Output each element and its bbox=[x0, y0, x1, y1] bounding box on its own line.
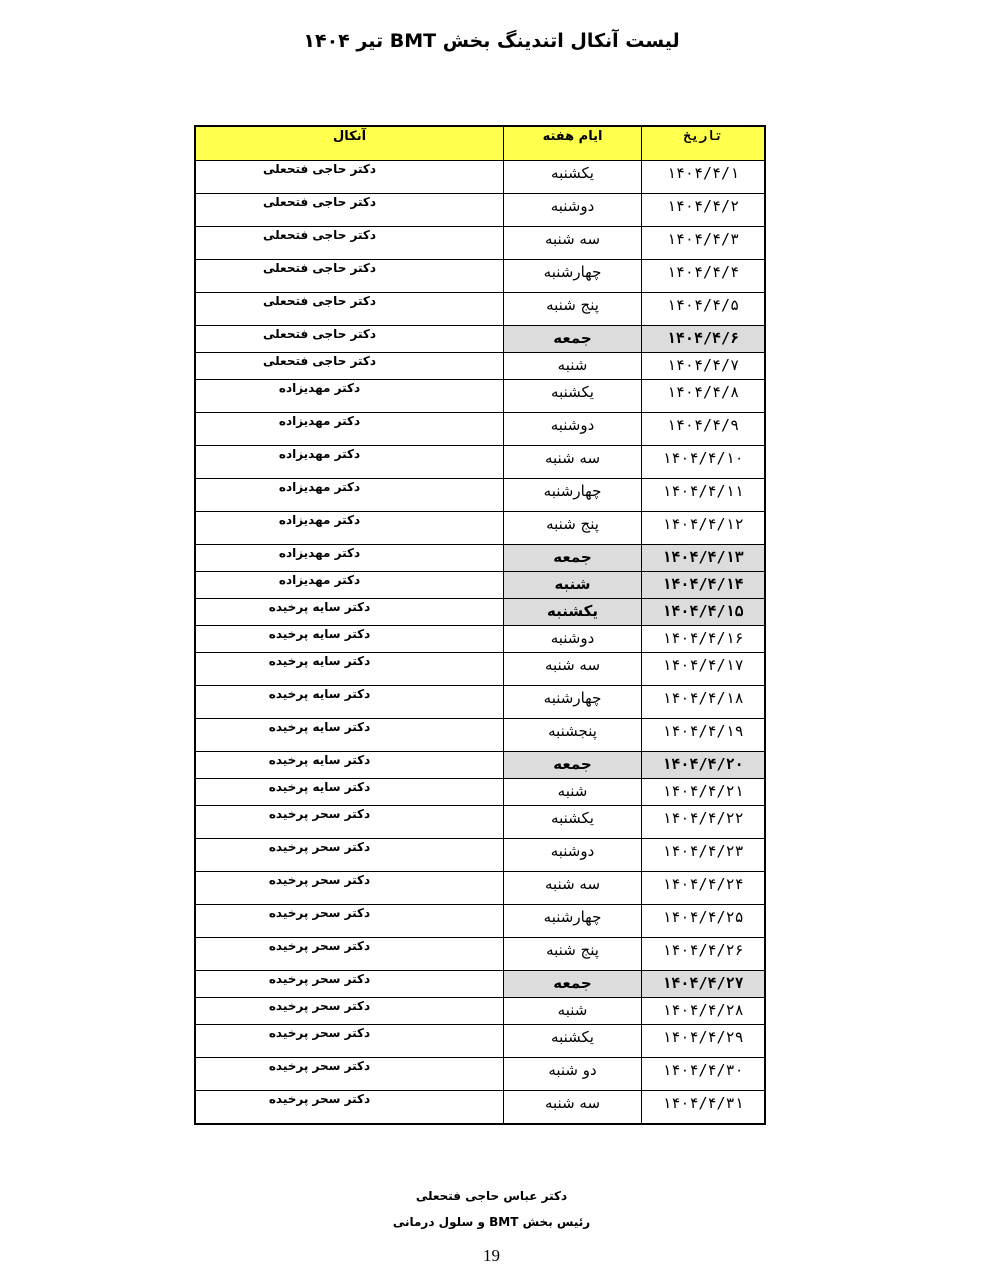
table-header-row bbox=[196, 127, 764, 160]
weekday-cell: یکشنبه bbox=[503, 806, 641, 838]
table-row bbox=[196, 1024, 764, 1057]
table-row bbox=[196, 718, 764, 751]
date-cell: ۱۴۰۴/۴/۹ bbox=[641, 413, 764, 445]
table-row bbox=[196, 937, 764, 970]
weekday-cell: دوشنبه bbox=[503, 626, 641, 652]
weekday-cell: چهارشنبه bbox=[503, 260, 641, 292]
date-cell: ۱۴۰۴/۴/۱۵ bbox=[641, 599, 764, 625]
date-cell: ۱۴۰۴/۴/۵ bbox=[641, 293, 764, 325]
header-weekday: ایام هفته bbox=[503, 127, 641, 160]
weekday-cell: یکشنبه bbox=[503, 380, 641, 412]
weekday-cell: پنجشنبه bbox=[503, 719, 641, 751]
weekday-cell: چهارشنبه bbox=[503, 479, 641, 511]
date-cell: ۱۴۰۴/۴/۱۱ bbox=[641, 479, 764, 511]
date-cell: ۱۴۰۴/۴/۱۲ bbox=[641, 512, 764, 544]
oncall-doctor-cell: دکتر مهدیزاده bbox=[278, 480, 361, 494]
date-cell: ۱۴۰۴/۴/۲۰ bbox=[641, 752, 764, 778]
table-row bbox=[196, 571, 764, 598]
date-cell: ۱۴۰۴/۴/۱۳ bbox=[641, 545, 764, 571]
oncall-doctor-cell: دکتر سحر پرخیده bbox=[268, 972, 371, 986]
weekday-cell: پنج شنبه bbox=[503, 512, 641, 544]
oncall-doctor-cell: دکتر حاجی فتحعلی bbox=[263, 294, 377, 308]
oncall-doctor-cell: دکتر مهدیزاده bbox=[278, 513, 361, 527]
date-cell: ۱۴۰۴/۴/۲۵ bbox=[641, 905, 764, 937]
oncall-doctor-cell: دکتر مهدیزاده bbox=[278, 414, 361, 428]
signature-position: رئیس بخش BMT و سلول درمانی bbox=[392, 1215, 591, 1229]
date-cell: ۱۴۰۴/۴/۳۰ bbox=[641, 1058, 764, 1090]
weekday-cell: سه شنبه bbox=[503, 872, 641, 904]
date-cell: ۱۴۰۴/۴/۲۷ bbox=[641, 971, 764, 997]
oncall-doctor-cell: دکتر سایه پرخیده bbox=[268, 627, 371, 641]
date-cell: ۱۴۰۴/۴/۲۶ bbox=[641, 938, 764, 970]
table-row bbox=[196, 193, 764, 226]
oncall-doctor-cell: دکتر سحر پرخیده bbox=[268, 1059, 371, 1073]
table-row bbox=[196, 778, 764, 805]
header-date: تاریخ bbox=[641, 127, 764, 160]
weekday-cell: شنبه bbox=[503, 353, 641, 379]
weekday-cell: جمعه bbox=[503, 326, 641, 352]
oncall-doctor-cell: دکتر سحر پرخیده bbox=[268, 999, 371, 1013]
date-cell: ۱۴۰۴/۴/۱۷ bbox=[641, 653, 764, 685]
table-row bbox=[196, 259, 764, 292]
weekday-cell: جمعه bbox=[503, 752, 641, 778]
table-row bbox=[196, 445, 764, 478]
weekday-cell: سه شنبه bbox=[503, 653, 641, 685]
date-cell: ۱۴۰۴/۴/۲۴ bbox=[641, 872, 764, 904]
oncall-doctor-cell: دکتر سایه پرخیده bbox=[268, 720, 371, 734]
weekday-cell: چهارشنبه bbox=[503, 686, 641, 718]
date-cell: ۱۴۰۴/۴/۳۱ bbox=[641, 1091, 764, 1123]
oncall-doctor-cell: دکتر مهدیزاده bbox=[278, 447, 361, 461]
weekday-cell: دوشنبه bbox=[503, 413, 641, 445]
weekday-cell: دو شنبه bbox=[503, 1058, 641, 1090]
oncall-doctor-cell: دکتر سحر پرخیده bbox=[268, 1092, 371, 1106]
weekday-cell: پنج شنبه bbox=[503, 293, 641, 325]
table-row bbox=[196, 325, 764, 352]
signature-name: دکتر عباس حاجی فتحعلی bbox=[415, 1189, 568, 1203]
weekday-cell: جمعه bbox=[503, 545, 641, 571]
table-row bbox=[196, 904, 764, 937]
page-title: لیست آنکال اتندینگ بخش BMT تیر ۱۴۰۴ bbox=[303, 30, 680, 52]
oncall-doctor-cell: دکتر حاجی فتحعلی bbox=[263, 195, 377, 209]
table-row bbox=[196, 997, 764, 1024]
table-row bbox=[196, 160, 764, 193]
table-row bbox=[196, 1057, 764, 1090]
oncall-doctor-cell: دکتر سحر پرخیده bbox=[268, 873, 371, 887]
oncall-doctor-cell: دکتر حاجی فتحعلی bbox=[263, 228, 377, 242]
weekday-cell: سه شنبه bbox=[503, 227, 641, 259]
table-row bbox=[196, 226, 764, 259]
date-cell: ۱۴۰۴/۴/۱۹ bbox=[641, 719, 764, 751]
table-row bbox=[196, 625, 764, 652]
date-cell: ۱۴۰۴/۴/۱۸ bbox=[641, 686, 764, 718]
oncall-doctor-cell: دکتر مهدیزاده bbox=[278, 381, 361, 395]
oncall-doctor-cell: دکتر حاجی فتحعلی bbox=[263, 327, 377, 341]
date-cell: ۱۴۰۴/۴/۲۲ bbox=[641, 806, 764, 838]
date-cell: ۱۴۰۴/۴/۲۹ bbox=[641, 1025, 764, 1057]
table-row bbox=[196, 511, 764, 544]
table-row bbox=[196, 598, 764, 625]
weekday-cell: چهارشنبه bbox=[503, 905, 641, 937]
weekday-cell: شنبه bbox=[503, 572, 641, 598]
weekday-cell: یکشنبه bbox=[503, 599, 641, 625]
table-row bbox=[196, 379, 764, 412]
oncall-doctor-cell: دکتر مهدیزاده bbox=[278, 546, 361, 560]
table-row bbox=[196, 685, 764, 718]
weekday-cell: جمعه bbox=[503, 971, 641, 997]
date-cell: ۱۴۰۴/۴/۱۰ bbox=[641, 446, 764, 478]
oncall-doctor-cell: دکتر سایه پرخیده bbox=[268, 600, 371, 614]
date-cell: ۱۴۰۴/۴/۲ bbox=[641, 194, 764, 226]
date-cell: ۱۴۰۴/۴/۳ bbox=[641, 227, 764, 259]
weekday-cell: یکشنبه bbox=[503, 1025, 641, 1057]
oncall-doctor-cell: دکتر مهدیزاده bbox=[278, 573, 361, 587]
weekday-cell: شنبه bbox=[503, 779, 641, 805]
table-row bbox=[196, 652, 764, 685]
oncall-doctor-cell: دکتر سایه پرخیده bbox=[268, 687, 371, 701]
date-cell: ۱۴۰۴/۴/۴ bbox=[641, 260, 764, 292]
header-oncall: آنکال bbox=[332, 129, 367, 144]
oncall-doctor-cell: دکتر سحر پرخیده bbox=[268, 906, 371, 920]
oncall-doctor-cell: دکتر سحر پرخیده bbox=[268, 1026, 371, 1040]
oncall-doctor-cell: دکتر سایه پرخیده bbox=[268, 780, 371, 794]
oncall-table bbox=[194, 125, 766, 1125]
oncall-doctor-cell: دکتر سایه پرخیده bbox=[268, 654, 371, 668]
oncall-doctor-cell: دکتر حاجی فتحعلی bbox=[263, 162, 377, 176]
weekday-cell: دوشنبه bbox=[503, 194, 641, 226]
oncall-doctor-cell: دکتر سحر پرخیده bbox=[268, 840, 371, 854]
page-number: 19 bbox=[483, 1246, 500, 1265]
weekday-cell: پنج شنبه bbox=[503, 938, 641, 970]
table-row bbox=[196, 544, 764, 571]
date-cell: ۱۴۰۴/۴/۱۶ bbox=[641, 626, 764, 652]
oncall-doctor-cell: دکتر حاجی فتحعلی bbox=[263, 354, 377, 368]
date-cell: ۱۴۰۴/۴/۱ bbox=[641, 161, 764, 193]
date-cell: ۱۴۰۴/۴/۶ bbox=[641, 326, 764, 352]
table-row bbox=[196, 751, 764, 778]
date-cell: ۱۴۰۴/۴/۲۸ bbox=[641, 998, 764, 1024]
weekday-cell: یکشنبه bbox=[503, 161, 641, 193]
weekday-cell: سه شنبه bbox=[503, 446, 641, 478]
table-row bbox=[196, 478, 764, 511]
date-cell: ۱۴۰۴/۴/۲۱ bbox=[641, 779, 764, 805]
table-row bbox=[196, 412, 764, 445]
date-cell: ۱۴۰۴/۴/۷ bbox=[641, 353, 764, 379]
weekday-cell: شنبه bbox=[503, 998, 641, 1024]
table-row bbox=[196, 838, 764, 871]
table-row bbox=[196, 1090, 764, 1123]
weekday-cell: دوشنبه bbox=[503, 839, 641, 871]
oncall-doctor-cell: دکتر حاجی فتحعلی bbox=[263, 261, 377, 275]
table-row bbox=[196, 352, 764, 379]
date-cell: ۱۴۰۴/۴/۱۴ bbox=[641, 572, 764, 598]
date-cell: ۱۴۰۴/۴/۸ bbox=[641, 380, 764, 412]
table-row bbox=[196, 292, 764, 325]
oncall-doctor-cell: دکتر سحر پرخیده bbox=[268, 939, 371, 953]
oncall-doctor-cell: دکتر سحر پرخیده bbox=[268, 807, 371, 821]
date-cell: ۱۴۰۴/۴/۲۳ bbox=[641, 839, 764, 871]
table-row bbox=[196, 805, 764, 838]
oncall-doctor-cell: دکتر سایه پرخیده bbox=[268, 753, 371, 767]
table-row bbox=[196, 970, 764, 997]
table-row bbox=[196, 871, 764, 904]
weekday-cell: سه شنبه bbox=[503, 1091, 641, 1123]
